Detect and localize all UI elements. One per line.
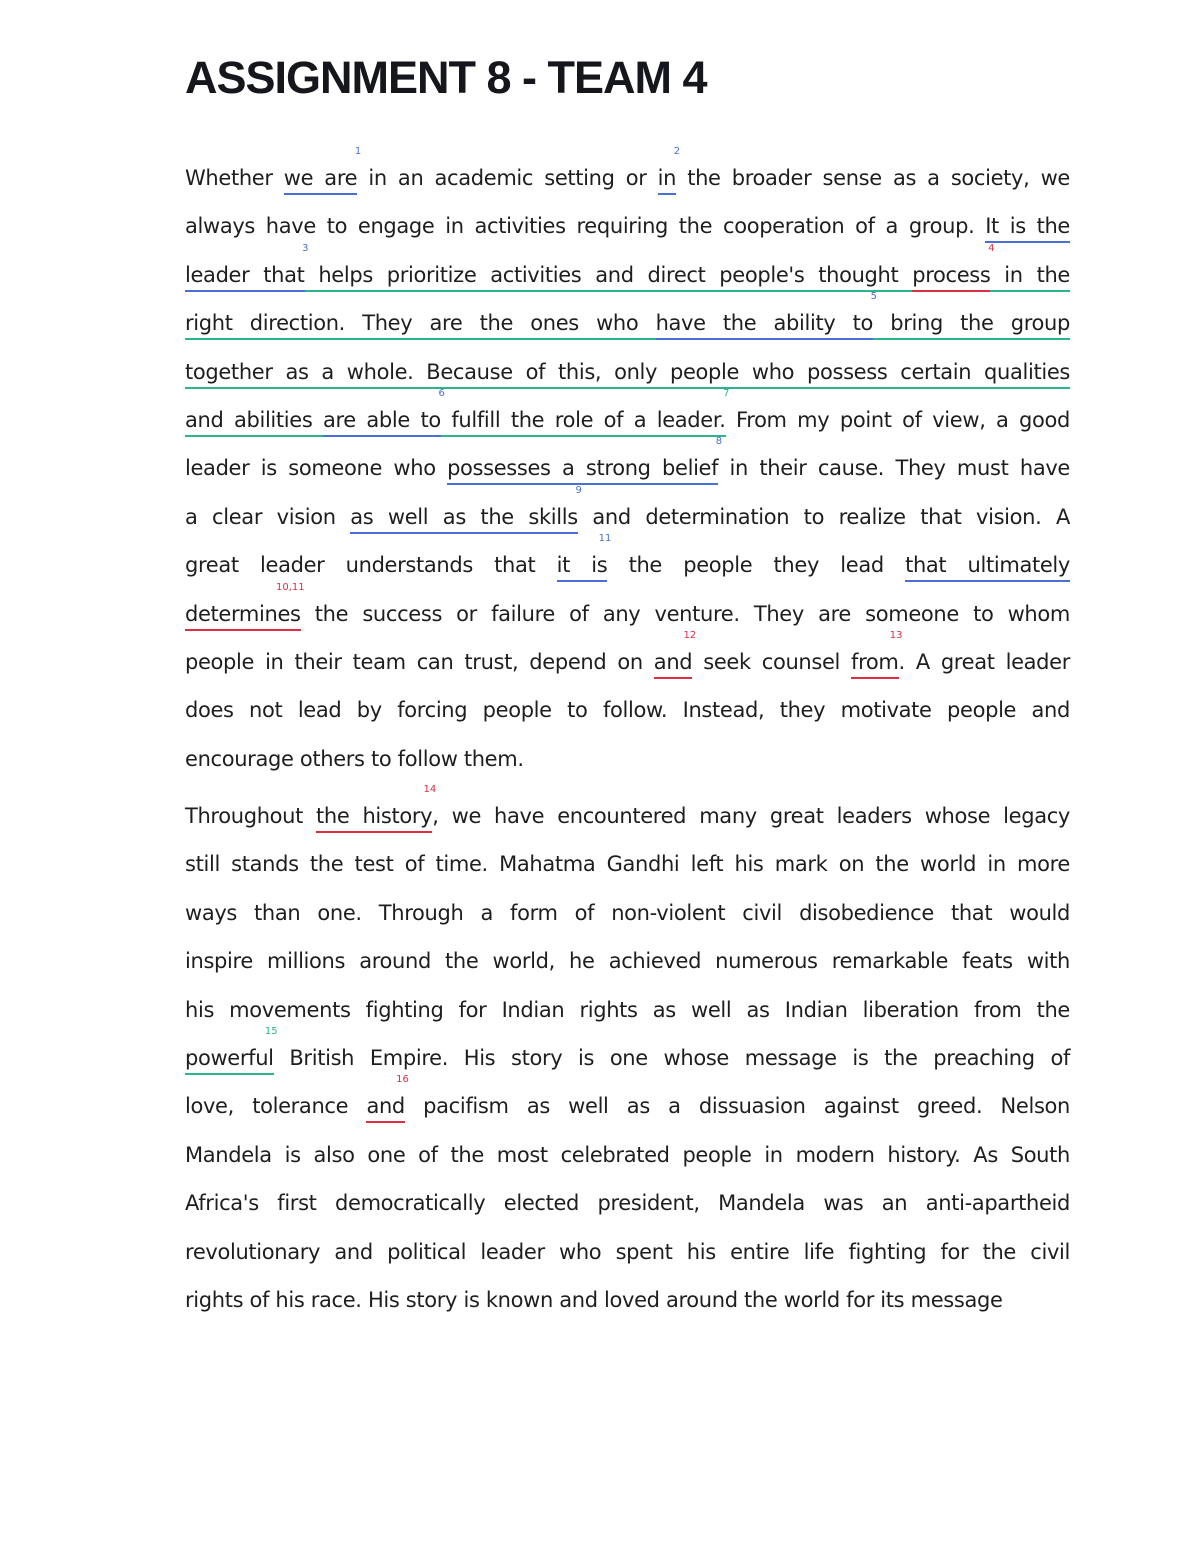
annotation-number[interactable]: 10,11	[276, 581, 305, 593]
paragraph-1	[185, 146, 1071, 783]
annotated-phrase	[305, 263, 913, 287]
error-highlight[interactable]: determines	[185, 602, 301, 631]
text-run: love, tolerance	[185, 1094, 367, 1119]
annotation-number[interactable]: 4	[988, 242, 995, 254]
style-highlight[interactable]: fulfill the role of a leader.	[441, 408, 726, 437]
text-line	[185, 1074, 1070, 1130]
suggestion-highlight[interactable]: leader that	[185, 263, 305, 292]
annotation-number[interactable]: 13	[889, 629, 903, 641]
style-highlight[interactable]: bring the group	[873, 311, 1070, 340]
suggestion-highlight[interactable]: as well as the skills	[350, 505, 578, 534]
text-run: always have to engage in activities requiring the cooperation of a group.	[185, 214, 986, 239]
annotated-phrase	[185, 242, 309, 287]
error-highlight[interactable]: and	[366, 1094, 404, 1123]
text-run: a clear vision	[185, 504, 351, 529]
annotation-number[interactable]: 9	[575, 484, 582, 496]
style-highlight[interactable]: together as a whole. Because of this, only people who possess certain qualities	[185, 360, 1070, 389]
text-run: in their cause. They must have	[718, 456, 1070, 481]
suggestion-highlight[interactable]: possesses a strong belief	[447, 456, 718, 485]
text-run: does not lead by forcing people to follow. Instead, they motivate people and	[185, 698, 1070, 723]
annotation-number[interactable]: 2	[673, 146, 681, 157]
text-run: seek counsel	[692, 649, 852, 674]
error-highlight[interactable]: from	[851, 650, 898, 679]
annotated-phrase	[851, 629, 903, 674]
annotation-number[interactable]: 15	[264, 1025, 278, 1037]
text-line	[185, 202, 1070, 250]
style-highlight[interactable]: right direction. They are the ones who	[185, 311, 656, 340]
annotation-number[interactable]: 6	[438, 387, 445, 399]
annotated-phrase	[322, 387, 445, 432]
annotated-phrase	[653, 629, 697, 674]
text-run: revolutionary and political leader who spent his entire life fighting for the civil	[185, 1239, 1070, 1264]
text-run: and determination to realize that vision. A	[577, 504, 1070, 529]
annotated-phrase	[185, 581, 305, 626]
text-run: great leader understands that	[185, 553, 557, 578]
text-run: encourage others to follow them.	[185, 746, 524, 771]
text-line	[185, 242, 1071, 299]
error-highlight[interactable]: process	[912, 263, 990, 292]
annotated-phrase	[905, 553, 1070, 577]
annotated-phrase	[440, 387, 730, 432]
annotated-phrase	[985, 214, 1070, 238]
text-line	[185, 986, 1070, 1034]
text-run: his movements fighting for Indian rights as well as Indian liberation from the	[185, 997, 1070, 1022]
annotation-number[interactable]: 1	[354, 146, 362, 157]
text-run: British Empire. His story is one whose message is the preaching of	[273, 1045, 1070, 1070]
annotated-phrase	[283, 146, 362, 190]
text-line	[185, 1025, 1070, 1082]
text-run: still stands the test of time. Mahatma Gandhi left his mark on the world in more	[185, 852, 1070, 877]
text-run: Mandela is also one of the most celebrated people in modern history. As South	[185, 1142, 1070, 1167]
paragraph-2	[185, 784, 1071, 1324]
text-run: Whether	[185, 166, 284, 190]
text-line	[185, 1228, 1070, 1276]
text-line	[185, 686, 1070, 734]
annotated-phrase	[316, 784, 437, 828]
annotated-phrase	[873, 311, 1070, 335]
text-line	[185, 1179, 1070, 1227]
error-highlight[interactable]: the history	[316, 804, 432, 833]
suggestion-highlight[interactable]: that ultimately	[905, 553, 1070, 582]
suggestion-highlight[interactable]: It is the	[985, 214, 1070, 243]
document-title: ASSIGNMENT 8 - TEAM 4	[185, 52, 707, 103]
text-run: , we have encountered many great leaders whose legacy	[432, 804, 1071, 828]
annotated-phrase	[655, 291, 878, 336]
annotated-phrase	[912, 242, 995, 287]
annotation-number[interactable]: 14	[423, 784, 437, 795]
style-highlight[interactable]: powerful	[185, 1046, 274, 1075]
text-line	[185, 889, 1070, 937]
annotated-phrase	[185, 1025, 278, 1070]
text-run: leader is someone who	[185, 456, 448, 481]
text-line	[185, 1131, 1070, 1179]
annotated-phrase	[366, 1074, 409, 1119]
style-highlight[interactable]: helps prioritize activities and direct people's thought	[305, 263, 913, 292]
annotation-number[interactable]: 11	[598, 533, 612, 545]
text-line	[185, 484, 1070, 541]
suggestion-highlight[interactable]: we are	[284, 166, 357, 195]
text-run: . A great leader	[898, 649, 1071, 674]
text-line	[185, 735, 1070, 783]
annotated-phrase	[990, 263, 1070, 287]
style-highlight[interactable]: in the	[990, 263, 1070, 292]
text-run: rights of his race. His story is known and loved around the world for its message	[185, 1287, 1003, 1312]
style-highlight[interactable]: and abilities	[185, 408, 323, 437]
annotation-number[interactable]: 5	[870, 291, 878, 303]
text-run: in an academic setting or	[357, 166, 658, 190]
suggestion-highlight[interactable]: have the ability to	[656, 311, 873, 340]
text-line	[185, 1276, 1070, 1324]
text-line	[185, 387, 1071, 444]
text-run: the people they lead	[607, 553, 906, 578]
text-line	[185, 291, 1070, 347]
text-line	[185, 146, 1070, 202]
text-run: the broader sense as a society, we	[676, 166, 1070, 190]
annotated-phrase	[556, 533, 612, 578]
annotation-number[interactable]: 16	[396, 1074, 409, 1086]
text-line	[185, 629, 1071, 686]
text-line	[185, 436, 1070, 492]
text-line	[185, 348, 1070, 396]
annotation-number[interactable]: 7	[723, 387, 730, 399]
suggestion-highlight[interactable]: it is	[557, 553, 608, 582]
annotation-number[interactable]: 8	[715, 436, 723, 448]
error-highlight[interactable]: and	[654, 650, 692, 679]
text-run: the success or failure of any venture. They are someone to whom	[300, 601, 1070, 626]
text-run: pacifism as well as a dissuasion against greed. Nelson	[404, 1094, 1070, 1119]
text-run: people in their team can trust, depend on	[185, 649, 654, 674]
annotated-phrase	[185, 311, 656, 335]
text-line	[185, 533, 1070, 589]
annotated-phrase	[185, 360, 1070, 384]
text-run: From my point of view, a good	[725, 407, 1071, 432]
text-run: Throughout	[185, 804, 317, 828]
suggestion-highlight[interactable]: are able to	[323, 408, 441, 437]
text-run: ways than one. Through a form of non-violent civil disobedience that would	[185, 900, 1070, 925]
text-line	[185, 581, 1070, 638]
text-line	[185, 937, 1070, 985]
annotation-number[interactable]: 3	[302, 242, 309, 254]
text-run: Africa's first democratically elected president, Mandela was an anti-apartheid	[185, 1191, 1070, 1216]
text-run: inspire millions around the world, he achieved numerous remarkable feats with	[185, 949, 1070, 974]
annotated-phrase	[350, 484, 582, 529]
annotated-phrase	[657, 146, 681, 190]
text-line	[185, 784, 1071, 840]
annotated-phrase	[447, 436, 723, 481]
text-line	[185, 840, 1070, 888]
suggestion-highlight[interactable]: in	[658, 166, 676, 195]
annotated-phrase	[185, 408, 323, 432]
annotation-number[interactable]: 12	[683, 629, 697, 641]
